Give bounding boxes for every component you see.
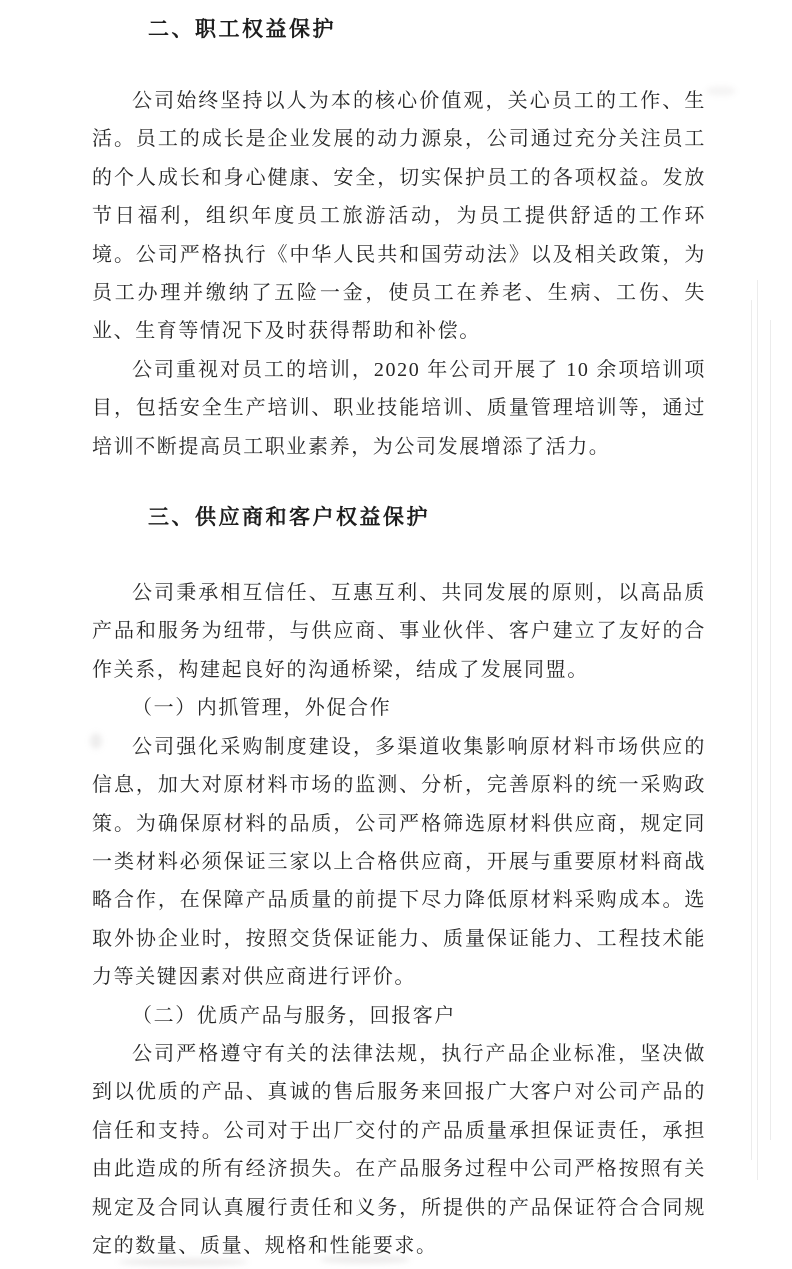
scan-artifact-smudge	[90, 733, 102, 749]
section-employee-rights	[92, 14, 706, 466]
section-supplier-customer-rights	[92, 502, 706, 1265]
paragraph-customer-quality-commitment: 公司严格遵守有关的法律法规，执行产品企业标准，坚决做到以优质的产品、真诚的售后服务来回报广大客户对公司产品的信任和支持。公司对于出厂交付的产品质量承担保证责任，承担由此造成的所有经济损失。在产品服务过程中公司严格按照有关规定及合同认真履行责任和义务，所提供的产品保证符合合同规定的数量、质量、规格和性能要求。	[92, 1042, 706, 1257]
section-heading-supplier-customer-rights: 三、供应商和客户权益保护	[148, 505, 430, 530]
paragraph-cooperation-principles: 公司秉承相互信任、互惠互利、共同发展的原则，以高品质产品和服务为纽带，与供应商、事业伙伴、客户建立了友好的合作关系，构建起良好的沟通桥梁，结成了发展同盟。	[92, 582, 706, 681]
subheading-internal-management: （一）内抓管理，外促合作	[132, 697, 392, 720]
scan-artifact-smudge	[320, 1255, 410, 1264]
subheading-quality-products-services: （二）优质产品与服务，回报客户	[132, 1004, 456, 1027]
section-heading-employee-rights: 二、职工权益保护	[148, 17, 336, 41]
paragraph-employee-care: 公司始终坚持以人为本的核心价值观，关心员工的工作、生活。员工的成长是企业发展的动力源泉，公司通过充分关注员工的个人成长和身心健康、安全，切实保护员工的各项权益。发放节日福利，组织年度员工旅游活动，为员工提供舒适的工作环境。公司严格执行《中华人民共和国劳动法》以及相关政策，为员工办理并缴纳了五险一金，使员工在养老、生病、工伤、失业、生育等情况下及时获得帮助和补偿。	[92, 90, 706, 343]
scan-artifact-edge-line	[757, 280, 758, 1180]
scan-artifact-edge-line	[751, 300, 752, 1160]
scan-artifact-smudge	[118, 1258, 248, 1266]
scan-artifact-smudge	[706, 86, 736, 96]
page-content	[92, 0, 706, 1265]
paragraph-procurement-management: 公司强化采购制度建设，多渠道收集影响原材料市场供应的信息，加大对原材料市场的监测、分析，完善原料的统一采购政策。为确保原材料的品质，公司严格筛选原材料供应商，规定同一类材料必须保证三家以上合格供应商，开展与重要原材料商战略合作，在保障产品质量的前提下尽力降低原材料采购成本。选取外协企业时，按照交货保证能力、质量保证能力、工程技术能力等关键因素对供应商进行评价。	[92, 735, 706, 989]
paragraph-employee-training: 公司重视对员工的培训，2020 年公司开展了 10 余项培训项目，包括安全生产培训、职业技能培训、质量管理培训等，通过培训不断提高员工职业素养，为公司发展增添了活力。	[92, 358, 706, 458]
scan-artifact-edge-line	[770, 320, 771, 1140]
